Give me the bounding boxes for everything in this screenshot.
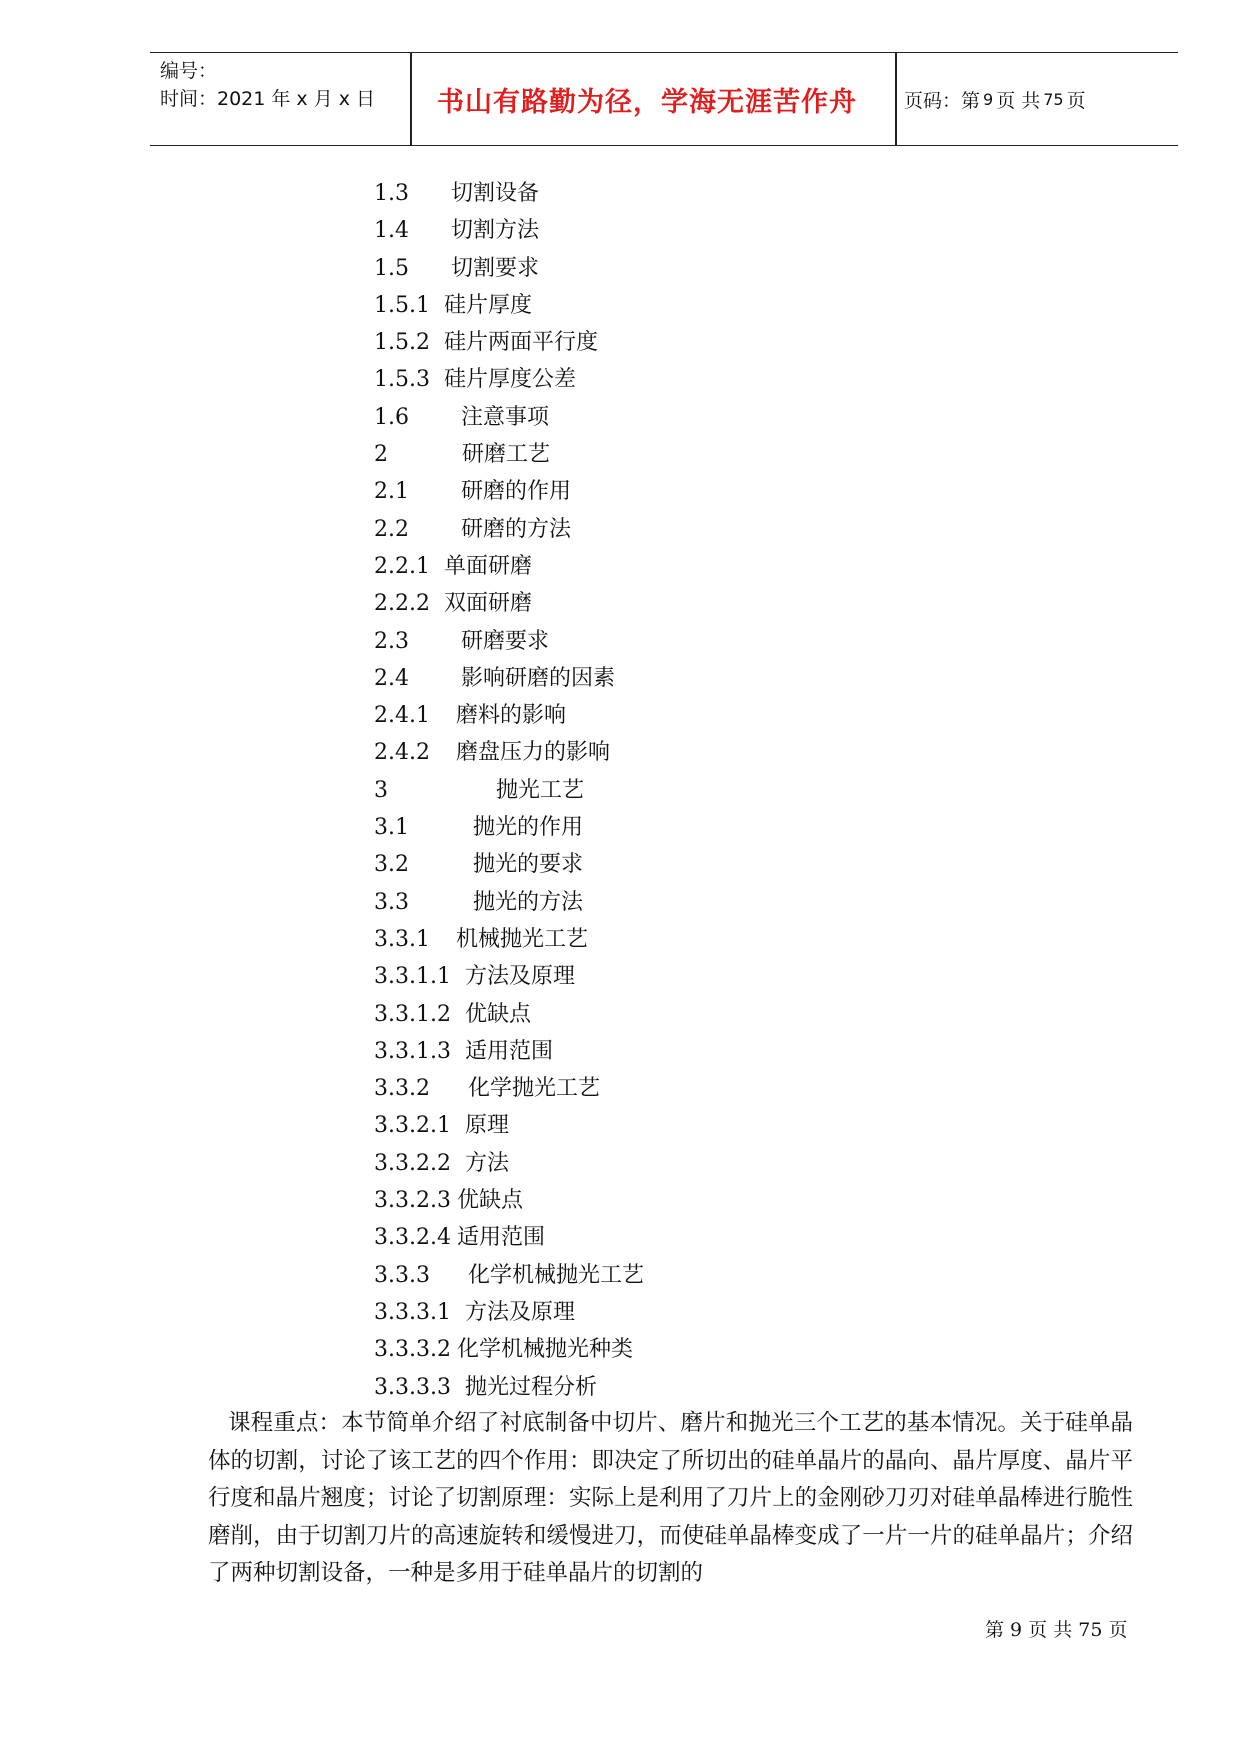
toc-item — [374, 1070, 644, 1107]
toc-item-number: 3.3.2.2 — [374, 1150, 451, 1176]
toc-item-title: 研磨工艺 — [462, 442, 551, 468]
toc-item — [374, 660, 644, 697]
toc-item — [374, 585, 644, 622]
toc-item-title: 研磨要求 — [461, 628, 550, 654]
toc-item — [374, 996, 644, 1033]
toc-item-number: 3.3.2.4 — [374, 1225, 451, 1251]
toc-item-title: 抛光过程分析 — [464, 1374, 597, 1400]
page-total: 75 — [1043, 89, 1064, 109]
toc-item — [374, 548, 644, 585]
toc-item-number: 3.3.1.2 — [374, 1001, 451, 1027]
toc-item-number: 2.1 — [374, 479, 409, 505]
header-page-info — [904, 53, 1174, 145]
toc-item-number: 1.5.1 — [374, 292, 430, 318]
toc-item — [374, 623, 644, 660]
toc-item-title: 硅片厚度公差 — [443, 367, 576, 393]
toc-item-number: 3.3.2.1 — [374, 1113, 451, 1139]
toc-item — [374, 473, 644, 510]
toc-item-number: 3 — [374, 777, 388, 803]
toc-item-title: 切割要求 — [451, 255, 540, 281]
toc-item-number: 2.3 — [374, 628, 409, 654]
time-label: 时间：2021 年 x 月 x 日 — [160, 88, 376, 110]
toc-item — [374, 958, 644, 995]
toc-item — [374, 1257, 644, 1294]
toc-item — [374, 175, 644, 212]
toc-item-title: 注意事项 — [461, 404, 550, 430]
toc-item-title: 优缺点 — [464, 1001, 531, 1027]
toc-item-title: 机械抛光工艺 — [455, 926, 588, 952]
page-prefix: 页码：第 — [904, 89, 981, 112]
toc-item-title: 单面研磨 — [443, 553, 532, 579]
toc-item — [374, 1369, 644, 1406]
toc-item — [374, 287, 644, 324]
serial-label: 编号： — [160, 60, 218, 82]
toc-item — [374, 1107, 644, 1144]
toc-item-title: 切割方法 — [451, 218, 540, 244]
toc-item-number: 2.4 — [374, 665, 409, 691]
toc-item-title: 原理 — [464, 1113, 509, 1139]
toc-item — [374, 1182, 644, 1219]
toc-item-title: 硅片厚度 — [443, 292, 532, 318]
toc-item-title: 抛光的方法 — [473, 889, 584, 915]
toc-item-title: 方法及原理 — [464, 1299, 575, 1325]
toc-item-title: 研磨的方法 — [461, 516, 572, 542]
toc-item — [374, 884, 644, 921]
toc-item-number: 3.2 — [374, 852, 409, 878]
toc-item — [374, 846, 644, 883]
toc-item-title: 磨料的影响 — [455, 703, 566, 729]
toc-item — [374, 361, 644, 398]
toc-item — [374, 809, 644, 846]
toc-item-number: 3.3.1.3 — [374, 1038, 451, 1064]
toc-item — [374, 399, 644, 436]
course-summary: 课程重点：本节简单介绍了衬底制备中切片、磨片和抛光三个工艺的基本情况。关于硅单晶体的切割，讨论了该工艺的四个作用：即决定了所切出的硅单晶片的晶向、晶片厚度、晶片平行度和晶片翘度；讨论了切割原理：实际上是利用了刀片上的金刚砂刀刃对硅单晶棒进行脆性磨削，由于切割刀片的高速旋转和缓慢进刀，而使硅单晶棒变成了一片一片的硅单晶片；介绍了两种切割设备，一种是多用于硅单晶片的切割的 — [208, 1410, 1133, 1586]
toc-item-title: 切割设备 — [451, 181, 540, 206]
toc-item-number: 1.5 — [374, 255, 409, 281]
toc-item-number: 3.3.1 — [374, 926, 430, 952]
page-footer: 第 9 页 共 75 页 — [985, 1619, 1128, 1641]
toc-item-number: 3.3 — [374, 889, 409, 915]
toc-item-title: 抛光工艺 — [496, 777, 585, 803]
toc-item — [374, 212, 644, 249]
page-suffix: 页 — [1066, 89, 1086, 112]
toc-item — [374, 1145, 644, 1182]
toc-item-number: 2.2 — [374, 516, 409, 542]
toc-item — [374, 436, 644, 473]
toc-item-title: 抛光的要求 — [473, 852, 584, 878]
toc-item-title: 化学抛光工艺 — [467, 1076, 600, 1102]
toc-item-number: 2.2.2 — [374, 591, 430, 617]
toc-item — [374, 1033, 644, 1070]
toc-item — [374, 734, 644, 771]
toc-item-number: 2.4.1 — [374, 703, 430, 729]
toc-item-title: 适用范围 — [456, 1225, 545, 1251]
toc-item-number: 3.1 — [374, 815, 409, 841]
toc-item-title: 方法及原理 — [464, 964, 575, 990]
toc-item-title: 方法 — [464, 1150, 509, 1176]
toc-item-title: 双面研磨 — [443, 591, 532, 617]
toc-item-title: 化学机械抛光种类 — [456, 1337, 633, 1363]
page-current: 9 — [983, 89, 994, 109]
toc-item-title: 抛光的作用 — [473, 815, 584, 841]
toc-item-title: 硅片两面平行度 — [443, 330, 598, 356]
toc-item-number: 3.3.3 — [374, 1262, 430, 1288]
page-mid: 页 共 — [996, 89, 1041, 112]
toc-item-number: 3.3.3.3 — [374, 1374, 451, 1400]
header-divider-right — [895, 53, 897, 145]
toc-item-number: 1.5.3 — [374, 367, 430, 393]
toc-item-title: 研磨的作用 — [461, 479, 572, 505]
toc-item-number: 3.3.1.1 — [374, 964, 451, 990]
toc-item-title: 影响研磨的因素 — [461, 665, 616, 691]
toc-item — [374, 1219, 644, 1256]
toc-item-number: 3.3.3.1 — [374, 1299, 451, 1325]
header-motto: 书山有路勤为径，学海无涯苦作舟 — [437, 86, 857, 118]
page-header — [150, 52, 1178, 146]
toc-item-title: 化学机械抛光工艺 — [467, 1262, 644, 1288]
toc-item — [374, 1331, 644, 1368]
toc-item — [374, 511, 644, 548]
toc-item-number: 2.2.1 — [374, 553, 430, 579]
toc-item-number: 1.6 — [374, 404, 409, 430]
toc-item — [374, 772, 644, 809]
toc-item-title: 磨盘压力的影响 — [455, 740, 610, 766]
table-of-contents — [374, 175, 644, 1406]
toc-item — [374, 921, 644, 958]
toc-item-number: 3.3.2.3 — [374, 1188, 451, 1214]
toc-item-number: 3.3.3.2 — [374, 1337, 451, 1363]
toc-item-number: 3.3.2 — [374, 1076, 430, 1102]
toc-item — [374, 697, 644, 734]
toc-item-title: 优缺点 — [456, 1188, 523, 1214]
toc-item-number: 2 — [374, 442, 388, 468]
toc-item — [374, 324, 644, 361]
toc-item-number: 1.5.2 — [374, 330, 430, 356]
toc-item-title: 适用范围 — [464, 1038, 553, 1064]
toc-item-number: 2.4.2 — [374, 740, 430, 766]
header-meta — [160, 57, 410, 113]
toc-item — [374, 250, 644, 287]
toc-item — [374, 1294, 644, 1331]
toc-item-number: 1.3 — [374, 181, 409, 206]
toc-item-number: 1.4 — [374, 218, 409, 244]
